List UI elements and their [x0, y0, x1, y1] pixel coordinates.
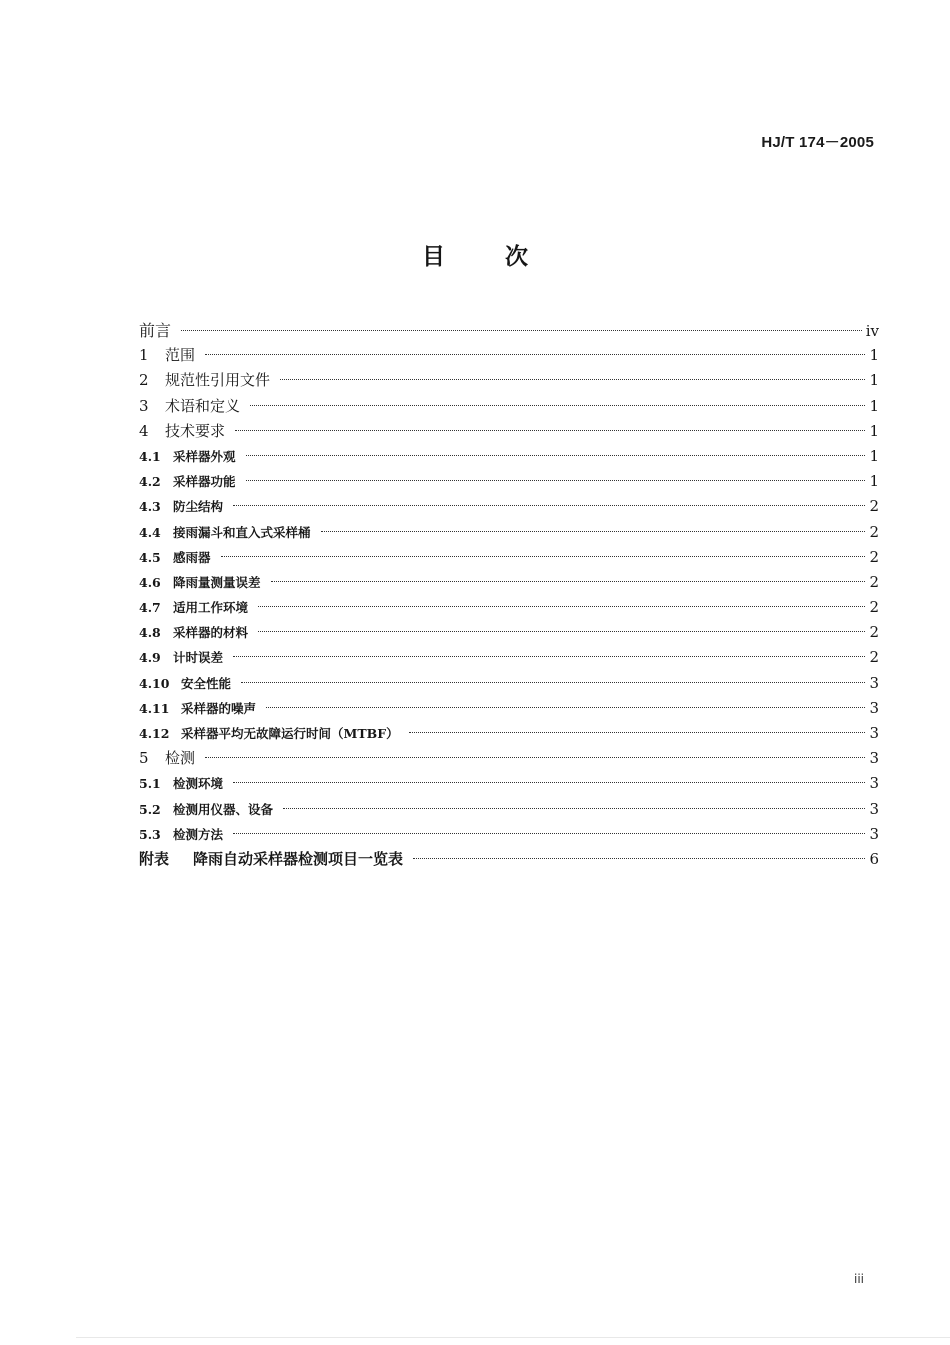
toc-entry-number: 4 [139, 421, 149, 440]
toc-leader-dots [181, 330, 862, 331]
toc-entry-title: 检测用仪器、设备 [173, 801, 274, 817]
toc-entry[interactable] [139, 520, 879, 545]
toc-leader-dots [246, 455, 865, 456]
toc-leader-dots [258, 631, 865, 632]
toc-entry-page: 1 [869, 421, 879, 440]
toc-entry-title: 降雨量测量误差 [173, 574, 261, 590]
table-of-contents [139, 318, 879, 872]
toc-entry-number: 4.8 [139, 625, 161, 641]
toc-entry-number: 1 [139, 346, 149, 365]
toc-entry-page: ⅳ [865, 322, 879, 340]
toc-entry-title: 感雨器 [173, 549, 211, 565]
toc-entry[interactable] [139, 671, 879, 696]
toc-leader-dots [233, 833, 865, 834]
toc-entry-title: 术语和定义 [165, 396, 241, 415]
toc-entry-number: 4.1 [139, 448, 161, 464]
toc-entry-page: 2 [869, 572, 879, 591]
toc-leader-dots [266, 707, 865, 708]
toc-entry-title: 检测 [165, 749, 196, 768]
toc-entry-number: 2 [139, 371, 149, 390]
toc-entry[interactable] [139, 494, 879, 519]
title-char-1: 目 [422, 244, 445, 270]
toc-entry-title: 检测方法 [173, 826, 224, 842]
toc-entry-title: 适用工作环境 [173, 600, 249, 616]
toc-leader-dots [233, 505, 865, 506]
toc-entry-title: 检测环境 [173, 776, 224, 792]
toc-leader-dots [283, 808, 865, 809]
toc-entry-page: 1 [869, 472, 879, 491]
toc-entry-title: 规范性引用文件 [165, 371, 271, 390]
toc-leader-dots [221, 556, 865, 557]
toc-entry-page: 2 [869, 623, 879, 642]
toc-entry-number: 5.2 [139, 801, 161, 817]
toc-entry-title: 采样器外观 [173, 448, 236, 464]
toc-entry-page: 1 [869, 396, 879, 415]
toc-entry-number: 3 [139, 396, 149, 415]
toc-entry-page: 3 [869, 698, 879, 717]
toc-entry[interactable] [139, 444, 879, 469]
toc-entry[interactable] [139, 545, 879, 570]
toc-entry-number: 4.2 [139, 474, 161, 490]
toc-entry-title: 前言 [139, 321, 172, 340]
toc-entry-number: 5.1 [139, 776, 161, 792]
title-char-2: 次 [505, 244, 528, 270]
toc-entry-number: 4.6 [139, 574, 161, 590]
document-code: HJ/T 174－2005 [761, 134, 874, 151]
toc-entry-number: 4.3 [139, 499, 161, 515]
toc-entry[interactable] [139, 343, 879, 368]
toc-entry[interactable] [139, 847, 879, 872]
toc-entry[interactable] [139, 822, 879, 847]
toc-entry[interactable] [139, 469, 879, 494]
toc-entry-title: 采样器的材料 [173, 625, 249, 641]
toc-entry-number: 4.5 [139, 549, 161, 565]
toc-entry-title: 技术要求 [165, 421, 226, 440]
page-number: iii [853, 1272, 864, 1286]
toc-entry-number: 附表 [139, 849, 170, 868]
toc-entry-page: 2 [869, 598, 879, 617]
toc-entry[interactable] [139, 771, 879, 796]
toc-entry-number: 4.7 [139, 600, 161, 616]
toc-leader-dots [258, 606, 865, 607]
toc-leader-dots [233, 656, 865, 657]
toc-entry-page: 3 [869, 774, 879, 793]
toc-entry-page: 3 [869, 824, 879, 843]
bottom-divider [76, 1337, 950, 1338]
toc-leader-dots [233, 782, 865, 783]
toc-entry[interactable] [139, 696, 879, 721]
toc-entry-number: 5.3 [139, 826, 161, 842]
toc-entry-page: 3 [869, 799, 879, 818]
toc-leader-dots [246, 480, 865, 481]
toc-entry[interactable] [139, 797, 879, 822]
toc-entry[interactable] [139, 645, 879, 670]
toc-leader-dots [235, 430, 865, 431]
toc-entry[interactable] [139, 368, 879, 393]
toc-entry-number: 4.12 [139, 726, 170, 741]
toc-entry-number: 4.10 [139, 675, 170, 691]
toc-leader-dots [250, 405, 865, 406]
toc-leader-dots [280, 379, 865, 380]
toc-leader-dots [271, 581, 865, 582]
toc-entry-page: 3 [869, 673, 879, 692]
toc-entry-page: 2 [869, 497, 879, 516]
toc-entry-number: 5 [139, 749, 149, 768]
toc-entry-title: 防尘结构 [173, 499, 224, 515]
toc-entry-page: 3 [869, 724, 879, 742]
toc-entry-page: 6 [869, 849, 879, 868]
toc-entry-page: 2 [869, 522, 879, 541]
toc-entry-title: 安全性能 [181, 675, 232, 691]
toc-entry-number: 4.11 [139, 700, 170, 716]
toc-leader-dots [413, 858, 865, 859]
toc-entry[interactable] [139, 570, 879, 595]
toc-entry-title: 采样器的噪声 [181, 700, 257, 716]
toc-leader-dots [205, 354, 865, 355]
toc-entry-page: 1 [869, 371, 879, 390]
toc-entry-page: 2 [869, 648, 879, 667]
toc-entry[interactable] [139, 419, 879, 444]
toc-entry[interactable] [139, 595, 879, 620]
toc-leader-dots [321, 531, 865, 532]
toc-entry-title: 范围 [165, 346, 196, 365]
toc-entry-page: 2 [869, 547, 879, 566]
toc-entry-page: 1 [869, 346, 879, 365]
toc-entry-title: 接雨漏斗和直入式采样桶 [173, 524, 311, 540]
toc-entry-title: 降雨自动采样器检测项目一览表 [193, 849, 404, 868]
toc-entry[interactable] [139, 721, 879, 746]
toc-entry-title: 采样器功能 [173, 474, 236, 490]
toc-entry[interactable] [139, 394, 879, 419]
toc-entry[interactable] [139, 620, 879, 645]
toc-entry-page: 3 [869, 749, 879, 768]
toc-entry-number: 4.4 [139, 524, 161, 540]
toc-leader-dots [409, 732, 865, 733]
toc-leader-dots [241, 682, 865, 683]
toc-entry-page: 1 [869, 446, 879, 465]
toc-entry-title: 计时误差 [173, 650, 224, 666]
page-title [0, 238, 950, 271]
toc-leader-dots [205, 757, 865, 758]
toc-entry[interactable] [139, 746, 879, 771]
toc-entry-title: 采样器平均无故障运行时间（MTBF） [181, 726, 399, 741]
toc-entry[interactable] [139, 318, 879, 343]
toc-entry-number: 4.9 [139, 650, 161, 666]
